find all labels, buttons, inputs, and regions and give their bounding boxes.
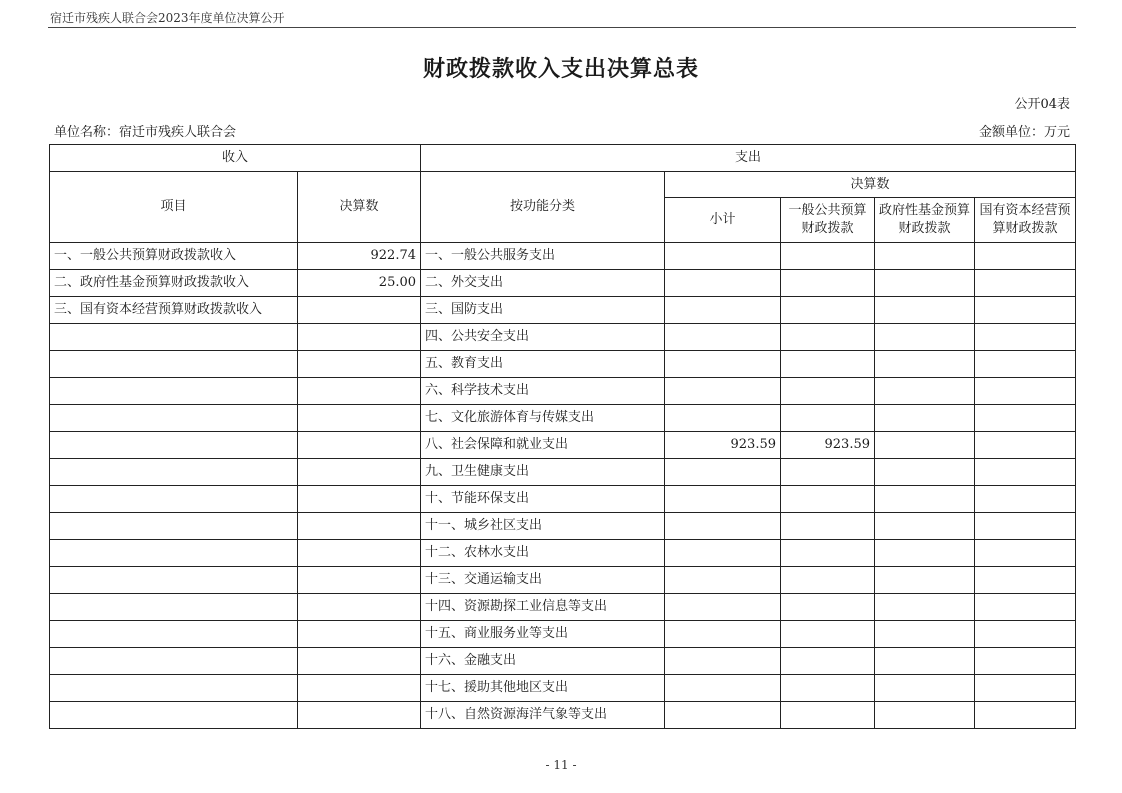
income-item-cell <box>50 378 298 405</box>
expense-item-cell: 九、卫生健康支出 <box>421 459 665 486</box>
expense-item-cell: 十六、金融支出 <box>421 648 665 675</box>
state-capital-header: 国有资本经营预算财政拨款 <box>975 198 1076 243</box>
subtotal-cell <box>665 378 781 405</box>
general-budget-cell <box>781 675 875 702</box>
income-item-cell <box>50 324 298 351</box>
income-amount-header: 决算数 <box>298 172 421 243</box>
final-amount-group-header: 决算数 <box>665 172 1076 198</box>
state-capital-cell <box>975 270 1076 297</box>
general-budget-cell <box>781 702 875 729</box>
income-amount-cell <box>298 378 421 405</box>
unit-name: 单位名称：宿迁市残疾人联合会 <box>54 125 237 140</box>
income-item-cell: 二、政府性基金预算财政拨款收入 <box>50 270 298 297</box>
table-row <box>50 594 1076 621</box>
functional-class-header: 按功能分类 <box>421 172 665 243</box>
income-item-cell <box>50 702 298 729</box>
table-code: 公开04表 <box>1014 97 1070 112</box>
expense-item-cell: 一、一般公共服务支出 <box>421 243 665 270</box>
gov-fund-cell <box>875 567 975 594</box>
general-budget-header: 一般公共预算财政拨款 <box>781 198 875 243</box>
subtotal-cell: 923.59 <box>665 432 781 459</box>
table-row <box>50 351 1076 378</box>
income-item-cell <box>50 540 298 567</box>
state-capital-cell <box>975 567 1076 594</box>
subtotal-cell <box>665 243 781 270</box>
general-budget-cell <box>781 405 875 432</box>
gov-fund-cell <box>875 621 975 648</box>
gov-fund-cell <box>875 405 975 432</box>
expense-item-cell: 十七、援助其他地区支出 <box>421 675 665 702</box>
state-capital-cell <box>975 432 1076 459</box>
expense-header: 支出 <box>421 145 1076 172</box>
income-amount-cell <box>298 324 421 351</box>
state-capital-cell <box>975 621 1076 648</box>
table-row <box>50 540 1076 567</box>
state-capital-cell <box>975 648 1076 675</box>
income-amount-cell <box>298 648 421 675</box>
table-row <box>50 243 1076 270</box>
subtotal-cell <box>665 513 781 540</box>
general-budget-cell <box>781 648 875 675</box>
subtotal-cell <box>665 351 781 378</box>
income-amount-cell <box>298 351 421 378</box>
state-capital-cell <box>975 486 1076 513</box>
expense-item-cell: 六、科学技术支出 <box>421 378 665 405</box>
income-item-cell: 三、国有资本经营预算财政拨款收入 <box>50 297 298 324</box>
amount-unit: 金额单位：万元 <box>978 125 1070 140</box>
income-item-cell <box>50 351 298 378</box>
gov-fund-cell <box>875 297 975 324</box>
table-row <box>50 432 1076 459</box>
expense-item-cell: 七、文化旅游体育与传媒支出 <box>421 405 665 432</box>
gov-fund-cell <box>875 378 975 405</box>
subtotal-cell <box>665 621 781 648</box>
income-item-cell <box>50 621 298 648</box>
income-item-cell <box>50 675 298 702</box>
table-row <box>50 567 1076 594</box>
income-amount-cell <box>298 513 421 540</box>
table-row <box>50 459 1076 486</box>
subtotal-cell <box>665 486 781 513</box>
income-amount-cell <box>298 594 421 621</box>
table-row <box>50 513 1076 540</box>
subtotal-cell <box>665 594 781 621</box>
document-header: 宿迁市残疾人联合会2023年度单位决算公开 <box>50 11 285 25</box>
gov-fund-cell <box>875 675 975 702</box>
income-item-cell <box>50 648 298 675</box>
general-budget-cell <box>781 513 875 540</box>
income-amount-cell <box>298 432 421 459</box>
subtotal-cell <box>665 459 781 486</box>
subtotal-cell <box>665 540 781 567</box>
expense-item-cell: 三、国防支出 <box>421 297 665 324</box>
table-row <box>50 702 1076 729</box>
table-row <box>50 270 1076 297</box>
gov-fund-cell <box>875 324 975 351</box>
income-header: 收入 <box>50 145 421 172</box>
income-amount-cell <box>298 675 421 702</box>
income-amount-cell <box>298 567 421 594</box>
table-row <box>50 621 1076 648</box>
general-budget-cell <box>781 594 875 621</box>
general-budget-cell <box>781 351 875 378</box>
subtotal-cell <box>665 675 781 702</box>
general-budget-cell <box>781 486 875 513</box>
gov-fund-cell <box>875 702 975 729</box>
income-amount-cell <box>298 459 421 486</box>
income-amount-cell <box>298 540 421 567</box>
header-divider <box>48 27 1076 28</box>
table-row <box>50 378 1076 405</box>
state-capital-cell <box>975 675 1076 702</box>
state-capital-cell <box>975 405 1076 432</box>
expense-item-cell: 八、社会保障和就业支出 <box>421 432 665 459</box>
state-capital-cell <box>975 297 1076 324</box>
gov-fund-cell <box>875 351 975 378</box>
subtotal-cell <box>665 702 781 729</box>
income-amount-cell <box>298 405 421 432</box>
gov-fund-cell <box>875 270 975 297</box>
general-budget-cell <box>781 297 875 324</box>
subtotal-cell <box>665 297 781 324</box>
general-budget-cell: 923.59 <box>781 432 875 459</box>
income-item-cell <box>50 405 298 432</box>
table-row <box>50 648 1076 675</box>
income-item-cell <box>50 432 298 459</box>
income-amount-cell <box>298 297 421 324</box>
subtotal-header: 小计 <box>665 198 781 243</box>
general-budget-cell <box>781 243 875 270</box>
general-budget-cell <box>781 378 875 405</box>
subtotal-cell <box>665 324 781 351</box>
state-capital-cell <box>975 702 1076 729</box>
table-row <box>50 675 1076 702</box>
state-capital-cell <box>975 459 1076 486</box>
table-row <box>50 297 1076 324</box>
general-budget-cell <box>781 540 875 567</box>
income-amount-cell: 922.74 <box>298 243 421 270</box>
subtotal-cell <box>665 567 781 594</box>
income-amount-cell <box>298 702 421 729</box>
gov-fund-cell <box>875 540 975 567</box>
general-budget-cell <box>781 621 875 648</box>
general-budget-cell <box>781 459 875 486</box>
state-capital-cell <box>975 540 1076 567</box>
gov-fund-cell <box>875 459 975 486</box>
expense-item-cell: 十五、商业服务业等支出 <box>421 621 665 648</box>
gov-fund-cell <box>875 648 975 675</box>
income-item-cell <box>50 567 298 594</box>
page-number: - 11 - <box>545 758 577 772</box>
gov-fund-header: 政府性基金预算财政拨款 <box>875 198 975 243</box>
page-title: 财政拨款收入支出决算总表 <box>422 57 699 82</box>
income-item-cell <box>50 486 298 513</box>
gov-fund-cell <box>875 486 975 513</box>
item-header: 项目 <box>50 172 298 243</box>
state-capital-cell <box>975 378 1076 405</box>
gov-fund-cell <box>875 594 975 621</box>
subtotal-cell <box>665 405 781 432</box>
income-amount-cell: 25.00 <box>298 270 421 297</box>
state-capital-cell <box>975 351 1076 378</box>
expense-item-cell: 四、公共安全支出 <box>421 324 665 351</box>
expense-item-cell: 十四、资源勘探工业信息等支出 <box>421 594 665 621</box>
state-capital-cell <box>975 243 1076 270</box>
income-amount-cell <box>298 486 421 513</box>
state-capital-cell <box>975 594 1076 621</box>
general-budget-cell <box>781 324 875 351</box>
gov-fund-cell <box>875 513 975 540</box>
income-item-cell <box>50 594 298 621</box>
expense-item-cell: 十、节能环保支出 <box>421 486 665 513</box>
expense-item-cell: 五、教育支出 <box>421 351 665 378</box>
table-row <box>50 486 1076 513</box>
state-capital-cell <box>975 324 1076 351</box>
gov-fund-cell <box>875 432 975 459</box>
gov-fund-cell <box>875 243 975 270</box>
subtotal-cell <box>665 648 781 675</box>
general-budget-cell <box>781 567 875 594</box>
table-row <box>50 324 1076 351</box>
subtotal-cell <box>665 270 781 297</box>
expense-item-cell: 十八、自然资源海洋气象等支出 <box>421 702 665 729</box>
income-item-cell <box>50 513 298 540</box>
expense-item-cell: 十一、城乡社区支出 <box>421 513 665 540</box>
state-capital-cell <box>975 513 1076 540</box>
table-row <box>50 405 1076 432</box>
fiscal-summary-table <box>49 144 1076 729</box>
expense-item-cell: 十二、农林水支出 <box>421 540 665 567</box>
general-budget-cell <box>781 270 875 297</box>
expense-item-cell: 十三、交通运输支出 <box>421 567 665 594</box>
income-amount-cell <box>298 621 421 648</box>
income-item-cell: 一、一般公共预算财政拨款收入 <box>50 243 298 270</box>
income-item-cell <box>50 459 298 486</box>
expense-item-cell: 二、外交支出 <box>421 270 665 297</box>
